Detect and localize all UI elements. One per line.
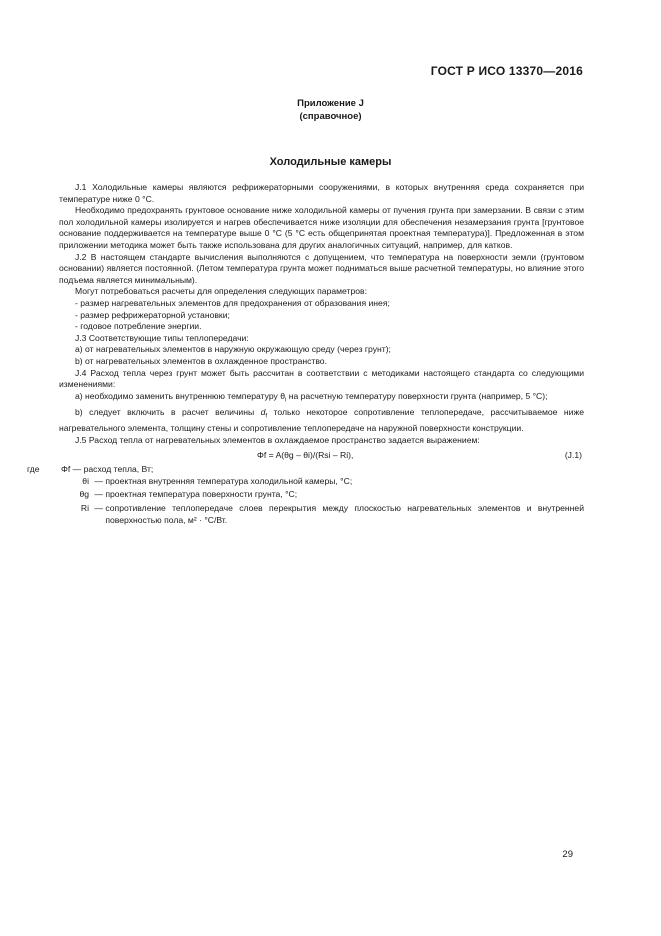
j4b-text-post: только некоторое сопротивление теплопередаче, рассчитываемое ниже нагревательного элемента, толщину стены и сопротивление теплопередаче на наружной поверхности конструкции.: [59, 407, 584, 434]
list-item: - размер нагревательных элементов для предохранения от образования инея;: [75, 297, 390, 308]
definition-text: расход тепла, Вт;: [83, 463, 154, 474]
j4b-text-pre: b) следует включить в расчет величины: [75, 407, 261, 417]
list-item: - годовое потребление энергии.: [75, 321, 202, 332]
definition-dash: —: [92, 488, 106, 499]
list-item: a) от нагревательных элементов в наружную окружающую среду (через грунт);: [75, 344, 391, 355]
definition-row: [59, 476, 584, 488]
where-label: где: [27, 463, 40, 474]
paragraph-j4: J.4 Расход тепла через грунт может быть рассчитан в соответствии с методиками настоящего стандарта со следующими изменениями:: [59, 367, 584, 390]
definition-row: [59, 489, 584, 501]
definitions-list: [27, 463, 584, 527]
definition-symbol: θg: [79, 488, 89, 499]
body-text: [27, 182, 584, 527]
paragraph-j4b: [59, 407, 584, 435]
paragraph-j4a: [59, 391, 584, 407]
j4a-sub: i: [285, 397, 287, 404]
j4a-text-post: на расчетную температуру поверхности грунта (например, 5 °С);: [286, 390, 548, 401]
standard-header: ГОСТ Р ИСО 13370—2016: [430, 64, 583, 78]
definition-text: сопротивление теплопередаче слоев перекрытия между плоскостью нагревательных элементов и внутренней поверхностью пола, м² · °С/Вт.: [105, 503, 584, 525]
formula-expression: Φf = A(θg – θi)/(Rsi – Ri),: [257, 449, 354, 460]
definition-dash: —: [92, 503, 106, 514]
definition-dash: —: [92, 476, 106, 487]
definition-symbol: Φf: [61, 463, 71, 474]
list-item: - размер рефрижераторной установки;: [75, 309, 230, 320]
formula-number: (J.1): [564, 449, 582, 460]
paragraph-j3: J.3 Соответствующие типы теплопередачи:: [75, 332, 249, 343]
list-item: b) от нагревательных элементов в охлажденное пространство.: [75, 355, 327, 366]
paragraph-j5: J.5 Расход тепла от нагревательных элементов в охлаждаемое пространство задается выражением:: [75, 434, 480, 445]
paragraph-j2b: Могут потребоваться расчеты для определения следующих параметров:: [75, 286, 367, 297]
appendix-label: Приложение J: [297, 98, 364, 109]
page-number: 29: [562, 849, 573, 860]
formula-j1: [59, 448, 584, 464]
j4b-symbol: d: [260, 407, 266, 417]
definition-symbol: Ri: [80, 503, 89, 514]
definition-symbol: θi: [82, 476, 89, 487]
definition-row: [27, 463, 584, 476]
definition-row: [59, 503, 584, 526]
paragraph-j1: J.1 Холодильные камеры являются рефрижераторными сооружениями, в которых внутренняя среда сохраняется при температуре ниже 0 °С.: [59, 182, 584, 204]
definition-text: проектная внутренняя температура холодильной камеры, °С;: [105, 476, 353, 487]
definition-dash: —: [70, 463, 84, 474]
definition-text: проектная температура поверхности грунта, °С;: [105, 488, 298, 499]
j4b-sub: f: [265, 413, 268, 420]
paragraph-j1b: Необходимо предохранять грунтовое основание ниже холодильной камеры от пучения грунта при замерзании. В связи с этим пол холодильной камеры изолируется и нагрев обеспечивается ниже изоляции для обеспечения незамерзания грунта [грунтовое основание поддерживается на температуре выше 0 °С (5 °С есть общепринятая проектная температура)]. Предложенная в этом приложении методика может быть также использована для других аналогичных ситуаций, например, для катков.: [59, 205, 584, 250]
section-title: Холодильные камеры: [269, 156, 392, 168]
paragraph-j2: J.2 В настоящем стандарте вычисления выполняются с допущением, что температура на поверхности земли (грунтовом основании) является постоянной. (Летом температура грунта может подниматься выше расчетной температуры, но влияние этого подъема является минимальным).: [59, 251, 584, 285]
j4a-text-pre: a) необходимо заменить внутреннюю температуру θ: [75, 390, 285, 401]
appendix-kind: (справочное): [299, 111, 362, 122]
